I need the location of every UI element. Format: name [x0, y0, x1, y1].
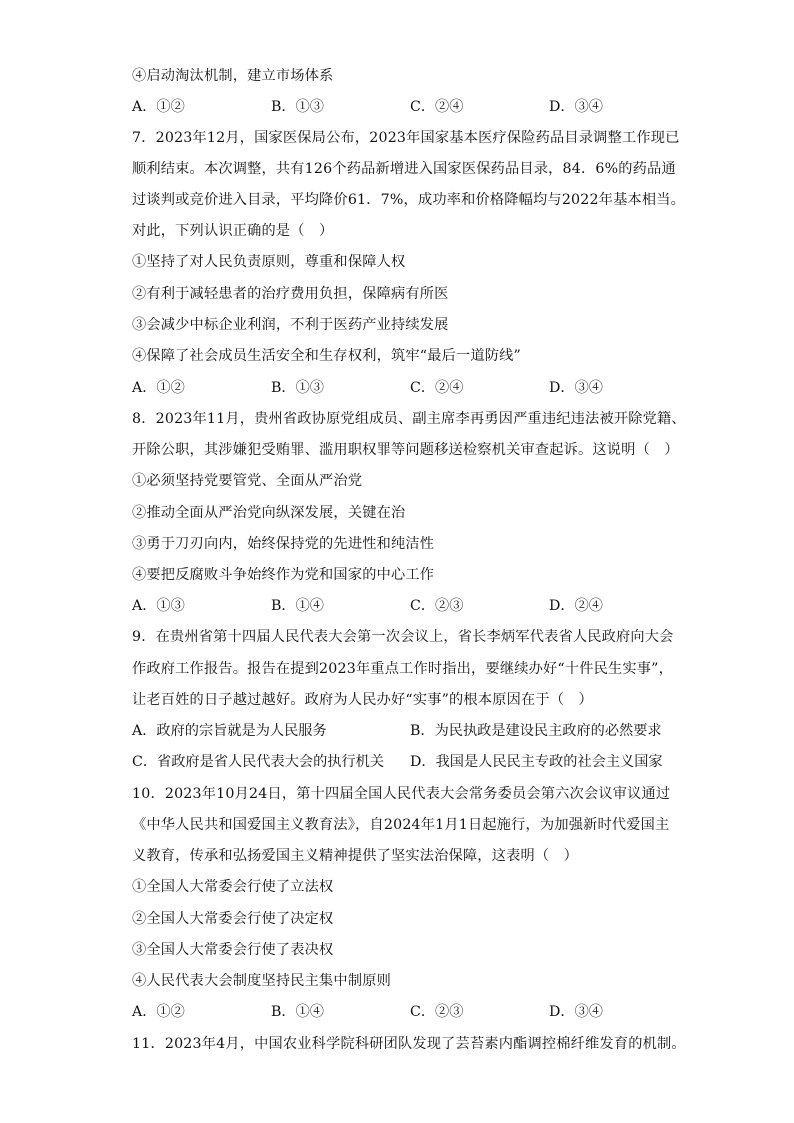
q8-statement-3: ③勇于刀刃向内，始终保持党的先进性和纯洁性 [132, 536, 435, 552]
option-c[interactable]: C．省政府是省人民代表大会的执行机关 [132, 754, 385, 770]
q7-stem-line-2: 顺利结束。本次调整，共有126个药品新增进入国家医保药品目录，84．6%的药品通 [132, 161, 676, 177]
q7-statement-4: ④保障了社会成员生活安全和生存权利，筑牢“最后一道防线” [132, 348, 521, 364]
q10-statement-2: ②全国人大常委会行使了决定权 [132, 911, 334, 927]
option-b[interactable]: B．①③ [271, 380, 324, 396]
option-c[interactable]: C．②④ [410, 380, 464, 396]
q11-stem-line-1: 11．2023年4月，中国农业科学院科研团队发现了芸苔素内酯调控棉纤维发育的机制。 [132, 1036, 686, 1052]
q6-statement-4: ④启动淘汰机制，建立市场体系 [132, 68, 334, 84]
q9-stem-line-2: 作政府工作报告。报告在提到2023年重点工作时指出，要继续办好“十件民生实事”， [132, 661, 673, 677]
option-a[interactable]: A．政府的宗旨就是为人民服务 [132, 723, 327, 739]
q9-stem-line-1: 9．在贵州省第十四届人民代表大会第一次会议上，省长李炳军代表省人民政府向大会 [132, 629, 674, 645]
option-a[interactable]: A．①② [132, 380, 185, 396]
q10-statement-4: ④人民代表大会制度坚持民主集中制原则 [132, 973, 391, 989]
option-a[interactable]: A．①② [132, 1004, 185, 1020]
option-d[interactable]: D．③④ [549, 99, 603, 115]
option-b[interactable]: B．①③ [271, 99, 324, 115]
option-c[interactable]: C．②④ [410, 99, 464, 115]
q8-statement-4: ④要把反腐败斗争始终作为党和国家的中心工作 [132, 567, 435, 583]
q10-stem-line-1: 10．2023年10月24日，第十四届全国人民代表大会常务委员会第六次会议审议通过 [132, 786, 671, 802]
q7-statement-2: ②有利于减轻患者的治疗费用负担，保障病有所医 [132, 286, 449, 302]
q8-stem-line-1: 8．2023年11月，贵州省政协原党组成员、副主席李再勇因严重违纪违法被开除党籍、 [132, 411, 686, 427]
option-b[interactable]: B．①④ [271, 598, 324, 614]
q7-stem-line-4: 对此，下列认识正确的是（ ） [132, 223, 334, 239]
option-d[interactable]: D．③④ [549, 1004, 603, 1020]
option-c[interactable]: C．②③ [410, 598, 464, 614]
option-a[interactable]: A．①② [132, 99, 185, 115]
option-d[interactable]: D．我国是人民民主专政的社会主义国家 [410, 754, 663, 770]
option-d[interactable]: D．③④ [549, 380, 603, 396]
q10-stem-line-2: 《中华人民共和国爱国主义教育法》，自2024年1月1日起施行，为加强新时代爱国主 [132, 817, 670, 833]
q10-statement-1: ①全国人大常委会行使了立法权 [132, 879, 334, 895]
q7-stem-line-3: 过谈判或竞价进入目录，平均降价61．7%，成功率和价格降幅均与2022年基本相当。 [132, 192, 686, 208]
option-b[interactable]: B．为民执政是建设民主政府的必然要求 [410, 723, 662, 739]
option-a[interactable]: A．①③ [132, 598, 185, 614]
q9-stem-line-3: 让老百姓的日子越过越好。政府为人民办好“实事”的根本原因在于（ ） [132, 692, 593, 708]
q7-statement-3: ③会减少中标企业利润，不利于医药产业持续发展 [132, 317, 449, 333]
q8-stem-line-2: 开除公职，其涉嫌犯受贿罪、滥用职权罪等问题移送检察机关审查起诉。这说明（ ） [132, 442, 679, 458]
option-b[interactable]: B．①④ [271, 1004, 324, 1020]
option-c[interactable]: C．②③ [410, 1004, 464, 1020]
q8-statement-2: ②推动全面从严治党向纵深发展，关键在治 [132, 505, 406, 521]
option-d[interactable]: D．②④ [549, 598, 603, 614]
q10-statement-3: ③全国人大常委会行使了表决权 [132, 942, 334, 958]
q7-stem-line-1: 7．2023年12月，国家医保局公布，2023年国家基本医疗保险药品目录调整工作现已 [132, 130, 680, 146]
q10-stem-line-3: 义教育，传承和弘扬爱国主义精神提供了坚实法治保障，这表明（ ） [132, 848, 579, 864]
q8-statement-1: ①必须坚持党要管党、全面从严治党 [132, 473, 363, 489]
q7-statement-1: ①坚持了对人民负责原则，尊重和保障人权 [132, 254, 406, 270]
